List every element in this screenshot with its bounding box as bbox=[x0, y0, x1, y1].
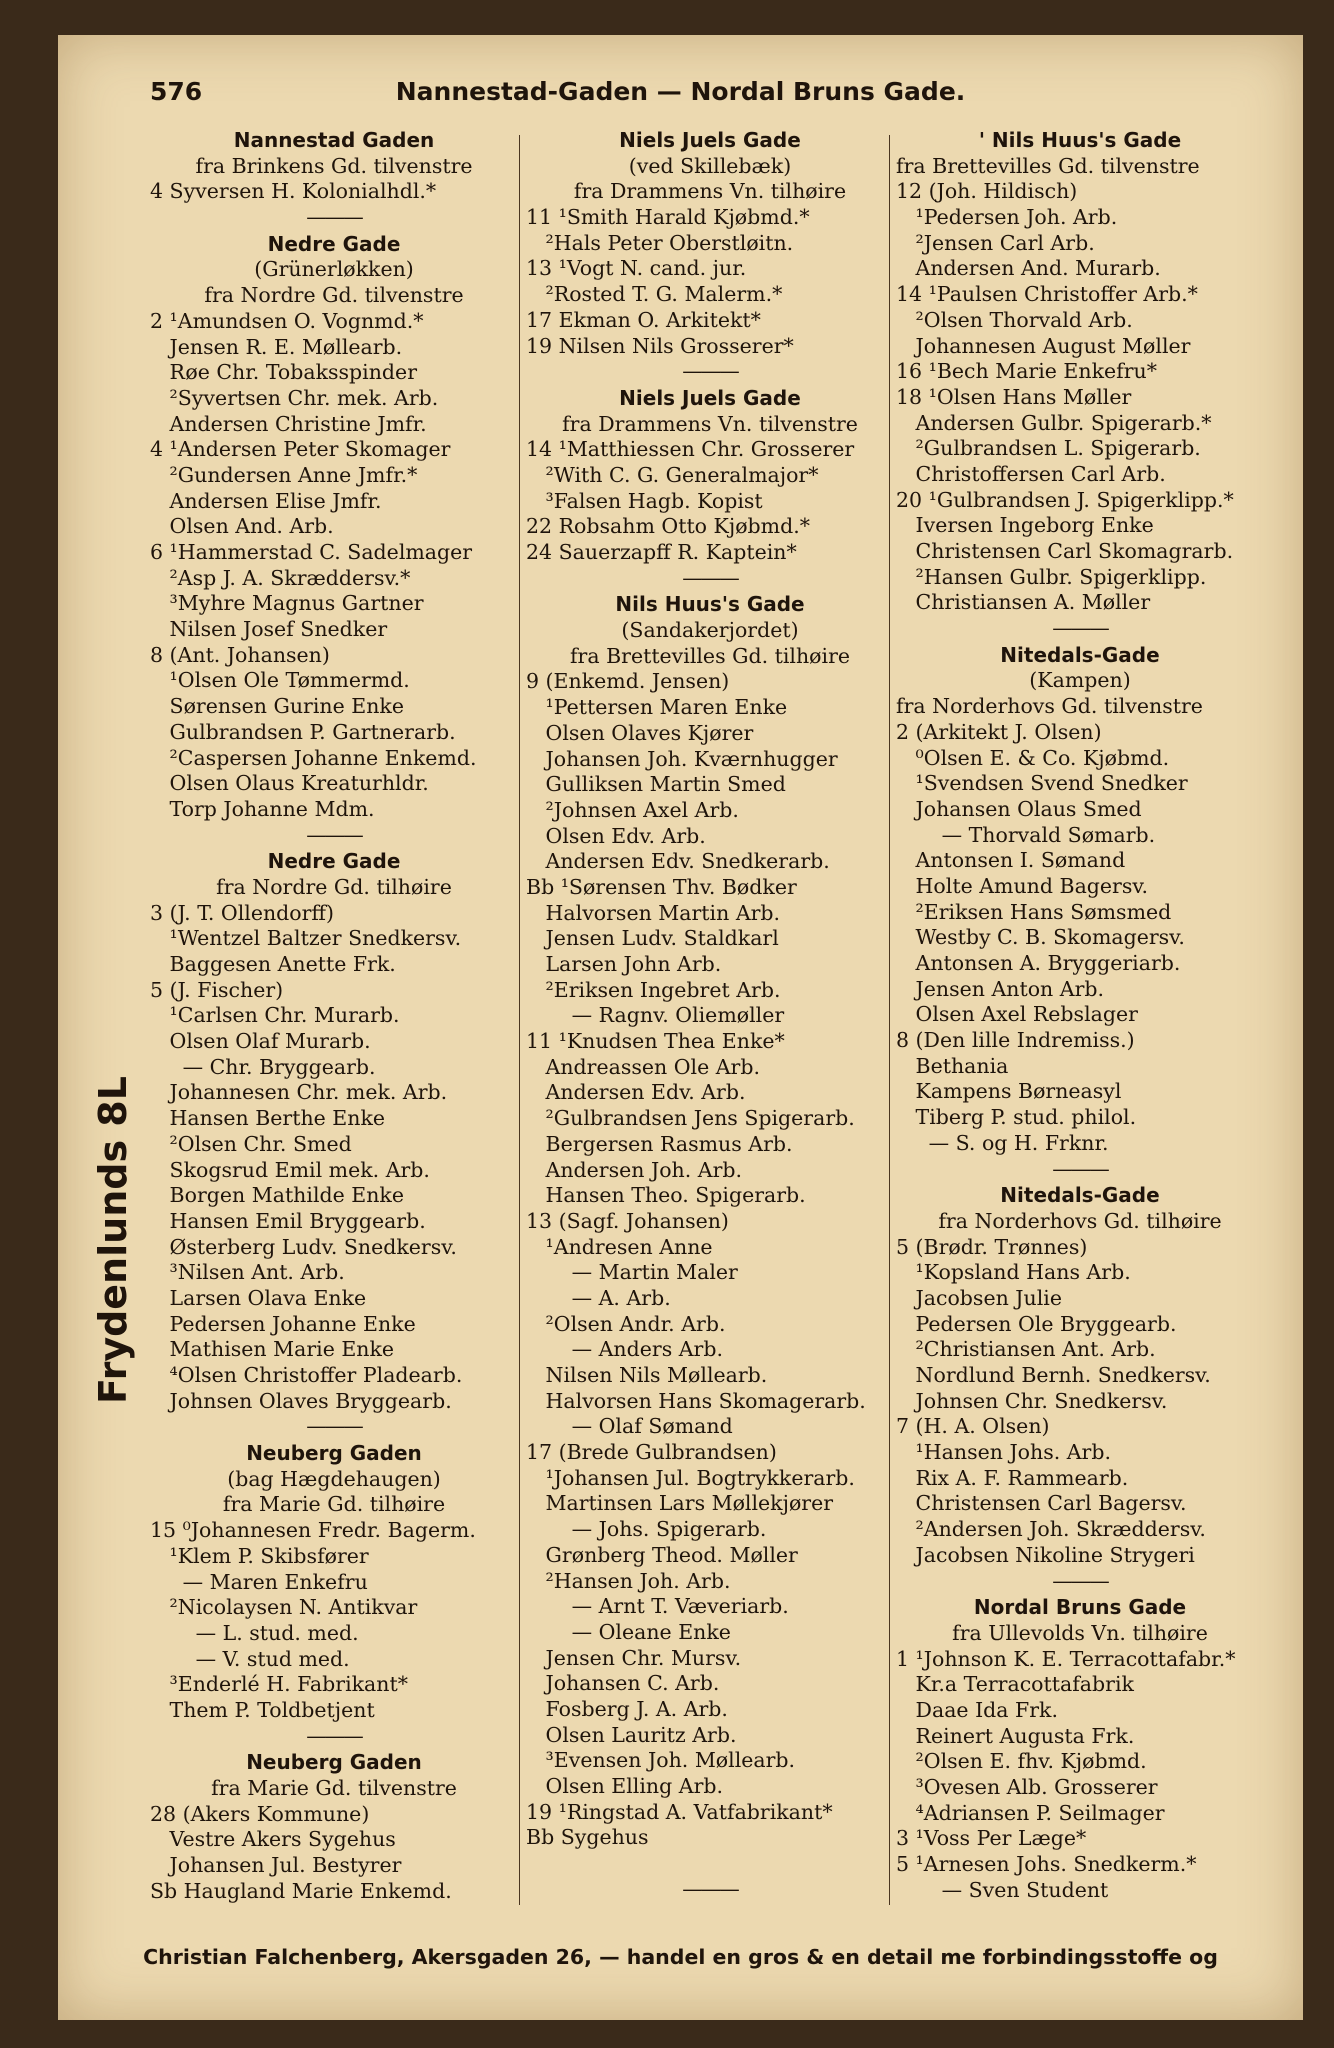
directory-entry: Christensen Carl Bagersv. bbox=[896, 1491, 1187, 1516]
directory-entry: Borgen Mathilde Enke bbox=[150, 1183, 404, 1208]
directory-entry: Holte Amund Bagersv. bbox=[896, 873, 1149, 898]
directory-entry: ¹Svendsen Svend Snedker bbox=[896, 771, 1188, 796]
directory-entry: 2 ¹Amundsen O. Vognmd.* bbox=[150, 308, 424, 333]
directory-entry: ¹Klem P. Skibsfører bbox=[150, 1543, 369, 1568]
directory-entry: 20 ¹Gulbrandsen J. Spigerklipp.* bbox=[896, 487, 1234, 512]
directory-entry: 24 Sauerzapff R. Kaptein* bbox=[526, 540, 797, 564]
directory-entry: ¹Kopsland Hans Arb. bbox=[896, 1260, 1131, 1285]
directory-entry: Christoffersen Carl Arb. bbox=[896, 461, 1166, 486]
directory-entry: Skogsrud Emil mek. Arb. bbox=[150, 1157, 430, 1182]
directory-entry: — V. stud med. bbox=[150, 1646, 350, 1671]
section-separator: ——— bbox=[306, 205, 362, 230]
directory-entry: 15 ⁰Johannesen Fredr. Bagerm. bbox=[150, 1518, 476, 1543]
directory-entry: Nilsen Nils Møllearb. bbox=[526, 1363, 768, 1387]
directory-entry: Reinert Augusta Frk. bbox=[896, 1723, 1135, 1748]
directory-entry: ²Andersen Joh. Skræddersv. bbox=[896, 1517, 1206, 1542]
directory-entry: Torp Johanne Mdm. bbox=[150, 796, 375, 821]
directory-entry: Christensen Carl Skomagrarb. bbox=[896, 539, 1234, 563]
directory-entry: Hansen Emil Bryggearb. bbox=[150, 1208, 426, 1233]
directory-entry: Grønberg Theod. Møller bbox=[526, 1542, 798, 1567]
section-separator: ——— bbox=[306, 822, 362, 847]
directory-entry: Antonsen I. Sømand bbox=[896, 848, 1126, 873]
street-heading: Nedre Gade bbox=[267, 849, 401, 874]
directory-entry: fra Brettevilles Gd. tilvenstre bbox=[896, 153, 1200, 178]
directory-entry: Jacobsen Nikoline Strygeri bbox=[896, 1542, 1195, 1567]
directory-entry: 1 ¹Johnson K. E. Terracottafabr.* bbox=[896, 1646, 1236, 1671]
street-heading: Nitedals-Gade bbox=[1000, 642, 1160, 667]
directory-entry: Rix A. F. Rammearb. bbox=[896, 1465, 1129, 1490]
directory-entry: 6 ¹Hammerstad C. Sadelmager bbox=[150, 540, 473, 564]
directory-entry: Andreassen Ole Arb. bbox=[526, 1054, 760, 1079]
street-subheading: fra Drammens Vn. tilhøire bbox=[573, 179, 847, 204]
directory-entry: ²Eriksen Ingebret Arb. bbox=[526, 977, 781, 1002]
street-heading: ' Nils Huus's Gade bbox=[978, 128, 1182, 152]
directory-entry: ¹Andresen Anne bbox=[526, 1234, 713, 1259]
directory-entry: — L. stud. med. bbox=[150, 1620, 359, 1645]
street-heading: Nannestad Gaden bbox=[233, 128, 435, 152]
directory-entry: — Sven Student bbox=[896, 1877, 1109, 1902]
directory-entry: ²Olsen Andr. Arb. bbox=[526, 1311, 726, 1336]
directory-entry: ²Olsen E. fhv. Kjøbmd. bbox=[896, 1749, 1147, 1774]
directory-entry: Martinsen Lars Møllekjører bbox=[526, 1491, 834, 1516]
directory-entry: 17 (Brede Gulbrandsen) bbox=[526, 1440, 777, 1465]
street-heading: Nordal Bruns Gade bbox=[973, 1595, 1187, 1620]
section-separator: ——— bbox=[1052, 616, 1108, 641]
section-separator: ——— bbox=[1052, 1568, 1108, 1593]
directory-entry: Jensen Anton Arb. bbox=[896, 976, 1105, 1001]
directory-entry: ²Gulbrandsen Jens Spigerarb. bbox=[526, 1106, 855, 1131]
directory-entry: Mathisen Marie Enke bbox=[150, 1337, 395, 1362]
directory-entry: Olsen Lauritz Arb. bbox=[526, 1722, 737, 1747]
directory-entry: Olsen Elling Arb. bbox=[526, 1774, 724, 1798]
directory-entry: Larsen Olava Enke bbox=[150, 1285, 367, 1310]
directory-entry: Olsen Olaus Kreaturhldr. bbox=[150, 771, 429, 796]
directory-entry: Johnsen Chr. Snedkersv. bbox=[896, 1388, 1168, 1413]
directory-entry: Kampens Børneasyl bbox=[896, 1079, 1122, 1104]
directory-entry: Jensen R. E. Møllearb. bbox=[150, 334, 403, 359]
directory-entry: 5 (J. Fischer) bbox=[150, 977, 284, 1002]
directory-entry: — Thorvald Sømarb. bbox=[896, 822, 1156, 847]
street-subheading: (Sandakerjordet) bbox=[621, 618, 799, 643]
directory-entry: — Maren Enkefru bbox=[150, 1569, 368, 1594]
section-separator: ——— bbox=[1052, 1156, 1108, 1181]
directory-entry: Bethania bbox=[896, 1053, 1009, 1078]
directory-entry: Hansen Berthe Enke bbox=[150, 1106, 386, 1131]
directory-entry: Fosberg J. A. Arb. bbox=[526, 1696, 728, 1721]
directory-entry: Olsen Axel Rebslager bbox=[896, 1002, 1138, 1027]
street-heading: Nedre Gade bbox=[267, 231, 401, 256]
directory-entry: 12 (Joh. Hildisch) bbox=[896, 179, 1078, 204]
directory-entry: Daae Ida Frk. bbox=[896, 1697, 1058, 1722]
directory-column-3 bbox=[896, 127, 1284, 1907]
street-subheading: (bag Hægdehaugen) bbox=[227, 1466, 441, 1491]
directory-entry: Andersen Elise Jmfr. bbox=[150, 488, 382, 513]
directory-entry: ¹Wentzel Baltzer Snedkersv. bbox=[150, 926, 462, 951]
directory-entry: — Chr. Bryggearb. bbox=[150, 1054, 376, 1079]
directory-entry: ³Nilsen Ant. Arb. bbox=[150, 1260, 345, 1285]
directory-entry: — Olaf Sømand bbox=[526, 1414, 733, 1439]
directory-entry: Westby C. B. Skomagersv. bbox=[896, 925, 1185, 950]
directory-entry: Jensen Ludv. Staldkarl bbox=[526, 926, 779, 951]
street-heading: Niels Juels Gade bbox=[619, 128, 801, 152]
directory-entry: ²Christiansen Ant. Arb. bbox=[896, 1337, 1156, 1362]
directory-entry: Johannesen Chr. mek. Arb. bbox=[150, 1080, 448, 1105]
directory-entry: ²Gundersen Anne Jmfr.* bbox=[150, 462, 418, 487]
directory-entry: — Anders Arb. bbox=[526, 1337, 723, 1362]
directory-entry: Johansen Olaus Smed bbox=[896, 796, 1142, 821]
directory-entry: ²Syvertsen Chr. mek. Arb. bbox=[150, 385, 439, 410]
directory-entry: ²Jensen Carl Arb. bbox=[896, 230, 1095, 255]
directory-entry: Halvorsen Martin Arb. bbox=[526, 900, 781, 925]
street-subheading: fra Nordre Gd. tilvenstre bbox=[204, 283, 464, 308]
street-heading: Neuberg Gaden bbox=[246, 1441, 422, 1466]
directory-column-1 bbox=[150, 127, 538, 1907]
directory-entry: 8 (Ant. Johansen) bbox=[150, 642, 330, 667]
directory-entry: Hansen Theo. Spigerarb. bbox=[526, 1183, 806, 1208]
directory-entry: 14 ¹Paulsen Christoffer Arb.* bbox=[896, 282, 1198, 307]
directory-entry: Bb Sygehus bbox=[526, 1825, 649, 1850]
directory-entry: ⁰Olsen E. & Co. Kjøbmd. bbox=[896, 745, 1170, 770]
directory-entry: Iversen Ingeborg Enke bbox=[896, 513, 1154, 538]
directory-entry: ³Evensen Joh. Møllearb. bbox=[526, 1748, 796, 1773]
directory-entry: ¹Pettersen Maren Enke bbox=[526, 695, 788, 720]
directory-entry: 11 ¹Smith Harald Kjøbmd.* bbox=[526, 205, 810, 230]
directory-entry: 5 (Brødr. Trønnes) bbox=[896, 1234, 1088, 1259]
directory-entry: 19 Nilsen Nils Grosserer* bbox=[526, 333, 794, 358]
directory-entry: — Martin Maler bbox=[526, 1260, 738, 1285]
directory-entry: ²Eriksen Hans Sømsmed bbox=[896, 899, 1172, 924]
side-stamp bbox=[78, 1075, 148, 1405]
directory-entry: ²Olsen Chr. Smed bbox=[150, 1131, 352, 1156]
street-subheading: (Kampen) bbox=[1029, 668, 1131, 693]
directory-entry: Johansen Jul. Bestyrer bbox=[150, 1853, 402, 1878]
page-number: 576 bbox=[150, 77, 203, 106]
directory-entry: Andersen And. Murarb. bbox=[896, 256, 1161, 281]
directory-entry: — S. og H. Frknr. bbox=[896, 1130, 1109, 1155]
directory-entry: Kr.a Terracottafabrik bbox=[896, 1672, 1134, 1697]
directory-entry: Pedersen Johanne Enke bbox=[150, 1311, 416, 1336]
directory-entry: ⁴Adriansen P. Seilmager bbox=[896, 1800, 1165, 1825]
directory-entry: ³Ovesen Alb. Grosserer bbox=[896, 1775, 1158, 1799]
street-heading: Niels Juels Gade bbox=[619, 385, 801, 410]
street-subheading: fra Brettevilles Gd. tilhøire bbox=[569, 643, 851, 668]
directory-entry: — Oleane Enke bbox=[526, 1619, 731, 1644]
section-separator: ——— bbox=[682, 1876, 738, 1901]
directory-entry: ³Enderlé H. Fabrikant* bbox=[150, 1672, 408, 1697]
directory-entry: 17 Ekman O. Arkitekt* bbox=[526, 307, 761, 332]
directory-entry bbox=[526, 1851, 914, 1877]
directory-entry: ⁴Olsen Christoffer Pladearb. bbox=[150, 1363, 463, 1387]
directory-entry: 7 (H. A. Olsen) bbox=[896, 1414, 1050, 1439]
directory-entry: 28 (Akers Kommune) bbox=[150, 1801, 370, 1826]
directory-entry: Sb Haugland Marie Enkemd. bbox=[150, 1878, 452, 1903]
directory-entry: ²Hansen Joh. Arb. bbox=[526, 1568, 731, 1593]
directory-entry: Olsen Olaves Kjører bbox=[526, 720, 754, 745]
street-subheading: (Grünerløkken) bbox=[254, 257, 414, 282]
directory-entry: Røe Chr. Tobaksspinder bbox=[150, 360, 417, 385]
directory-entry: Olsen Olaf Murarb. bbox=[150, 1029, 371, 1054]
directory-entry: ²Gulbrandsen L. Spigerarb. bbox=[896, 436, 1201, 461]
directory-entry: ²Johnsen Axel Arb. bbox=[526, 797, 739, 822]
street-subheading: fra Nordre Gd. tilhøire bbox=[216, 874, 452, 899]
directory-entry: ¹Carlsen Chr. Murarb. bbox=[150, 1003, 400, 1028]
street-subheading: (ved Skillebæk) bbox=[628, 153, 792, 178]
directory-entry: Baggesen Anette Frk. bbox=[150, 952, 396, 976]
directory-entry: Johnsen Olaves Bryggearb. bbox=[150, 1388, 452, 1413]
directory-entry: Andersen Joh. Arb. bbox=[526, 1157, 743, 1182]
directory-entry: 4 Syversen H. Kolonialhdl.* bbox=[150, 179, 437, 204]
directory-entry: Tiberg P. stud. philol. bbox=[896, 1105, 1137, 1130]
street-subheading: fra Marie Gd. tilvenstre bbox=[211, 1776, 457, 1800]
directory-entry: Jacobsen Julie bbox=[896, 1285, 1062, 1310]
street-heading: Neuberg Gaden bbox=[246, 1750, 422, 1775]
directory-entry: Them P. Toldbetjent bbox=[150, 1697, 375, 1722]
advertisement-footer: Christian Falchenberg, Akersgaden 26, — handel en gros & en detail me forbindingsstoffe og bbox=[143, 1945, 1218, 1969]
directory-entry: — Johs. Spigerarb. bbox=[526, 1517, 767, 1542]
directory-entry: 18 ¹Olsen Hans Møller bbox=[896, 384, 1132, 409]
directory-entry: 22 Robsahm Otto Kjøbmd.* bbox=[526, 514, 811, 539]
street-heading: Nils Huus's Gade bbox=[615, 592, 805, 617]
street-subheading: fra Brinkens Gd. tilvenstre bbox=[195, 153, 473, 178]
directory-entry: ²Nicolaysen N. Antikvar bbox=[150, 1595, 418, 1620]
directory-entry: 19 ¹Ringstad A. Vatfabrikant* bbox=[526, 1799, 833, 1824]
street-subheading: fra Drammens Vn. tilvenstre bbox=[562, 411, 858, 436]
directory-entry: Nordlund Bernh. Snedkersv. bbox=[896, 1363, 1211, 1387]
directory-entry: ¹Olsen Ole Tømmermd. bbox=[150, 668, 410, 693]
directory-entry: 13 (Sagf. Johansen) bbox=[526, 1208, 729, 1233]
directory-entry: Nilsen Josef Snedker bbox=[150, 617, 388, 642]
directory-entry: Christiansen A. Møller bbox=[896, 590, 1151, 615]
directory-entry: Andersen Edv. Snedkerarb. bbox=[526, 849, 830, 874]
directory-entry: ²Caspersen Johanne Enkemd. bbox=[150, 745, 477, 770]
directory-entry: 9 (Enkemd. Jensen) bbox=[526, 669, 730, 694]
directory-entry: ²Asp J. A. Skræddersv.* bbox=[150, 565, 411, 590]
directory-entry: ²Rosted T. G. Malerm.* bbox=[526, 282, 783, 307]
directory-entry: Larsen John Arb. bbox=[526, 952, 722, 976]
directory-entry: Johansen Joh. Kværnhugger bbox=[526, 746, 838, 771]
directory-entry: Johannesen August Møller bbox=[896, 333, 1191, 358]
directory-entry: 13 ¹Vogt N. cand. jur. bbox=[526, 256, 747, 281]
page-header bbox=[58, 77, 1303, 117]
directory-entry: Andersen Edv. Arb. bbox=[526, 1080, 746, 1105]
directory-entry: Andersen Christine Jmfr. bbox=[150, 411, 427, 436]
directory-entry: 5 ¹Arnesen Johs. Snedkerm.* bbox=[896, 1852, 1197, 1877]
section-separator: ——— bbox=[306, 1723, 362, 1748]
side-stamp-text: Frydenlunds 8L bbox=[91, 1076, 135, 1404]
directory-entry: ³Myhre Magnus Gartner bbox=[150, 591, 424, 616]
directory-entry: Olsen And. Arb. bbox=[150, 514, 334, 539]
street-subheading: fra Norderhovs Gd. tilhøire bbox=[938, 1208, 1222, 1233]
directory-entry: 2 (Arkitekt J. Olsen) bbox=[896, 719, 1102, 744]
directory-entry: ³Falsen Hagb. Kopist bbox=[526, 488, 763, 513]
directory-entry: — Arnt T. Væveriarb. bbox=[526, 1594, 789, 1619]
page-title: Nannestad-Gaden — Nordal Bruns Gade. bbox=[395, 77, 966, 106]
directory-entry: ²Hals Peter Oberstløitn. bbox=[526, 230, 794, 255]
directory-entry: Andersen Gulbr. Spigerarb.* bbox=[896, 410, 1212, 435]
street-subheading: fra Ullevolds Vn. tilhøire bbox=[952, 1620, 1208, 1645]
directory-entry: 3 (J. T. Ollendorff) bbox=[150, 900, 334, 925]
directory-entry: Johansen C. Arb. bbox=[526, 1671, 720, 1696]
directory-entry: ¹Johansen Jul. Bogtrykkerarb. bbox=[526, 1465, 855, 1490]
directory-entry: 4 ¹Andersen Peter Skomager bbox=[150, 437, 451, 462]
street-heading: Nitedals-Gade bbox=[1000, 1183, 1160, 1208]
directory-entry: — Ragnv. Oliemøller bbox=[526, 1003, 785, 1028]
directory-entry: ¹Pedersen Joh. Arb. bbox=[896, 205, 1118, 230]
directory-entry: 14 ¹Matthiessen Chr. Grosserer bbox=[526, 437, 855, 462]
directory-entry: — A. Arb. bbox=[526, 1285, 671, 1310]
directory-entry: Antonsen A. Bryggeriarb. bbox=[896, 951, 1181, 975]
directory-entry: Jensen Chr. Mursv. bbox=[526, 1645, 742, 1670]
directory-column-2 bbox=[526, 127, 914, 1907]
directory-entry: ²Olsen Thorvald Arb. bbox=[896, 307, 1133, 332]
directory-entry: ²With C. G. Generalmajor* bbox=[526, 462, 819, 487]
directory-entry: 11 ¹Knudsen Thea Enke* bbox=[526, 1029, 785, 1054]
directory-entry: ²Hansen Gulbr. Spigerklipp. bbox=[896, 564, 1207, 589]
directory-entry: Sørensen Gurine Enke bbox=[150, 694, 404, 719]
directory-entry: Bb ¹Sørensen Thv. Bødker bbox=[526, 874, 797, 899]
section-separator: ——— bbox=[682, 359, 738, 384]
directory-entry: Østerberg Ludv. Snedkersv. bbox=[150, 1234, 457, 1259]
directory-entry: Pedersen Ole Bryggearb. bbox=[896, 1311, 1177, 1336]
directory-entry: fra Norderhovs Gd. tilvenstre bbox=[896, 694, 1203, 719]
directory-entry: Bergersen Rasmus Arb. bbox=[526, 1131, 793, 1156]
street-subheading: fra Marie Gd. tilhøire bbox=[222, 1492, 446, 1517]
directory-entry: Vestre Akers Sygehus bbox=[150, 1827, 396, 1852]
directory-entry: ¹Hansen Johs. Arb. bbox=[896, 1440, 1111, 1465]
section-separator: ——— bbox=[306, 1414, 362, 1439]
directory-entry: 3 ¹Voss Per Læge* bbox=[896, 1826, 1087, 1851]
directory-entry: Gulbrandsen P. Gartnerarb. bbox=[150, 719, 456, 744]
directory-entry: 16 ¹Bech Marie Enkefru* bbox=[896, 359, 1157, 384]
directory-entry: Halvorsen Hans Skomagerarb. bbox=[526, 1388, 866, 1413]
directory-page bbox=[58, 35, 1303, 2020]
directory-entry: Gulliksen Martin Smed bbox=[526, 772, 786, 797]
section-separator: ——— bbox=[682, 565, 738, 590]
directory-entry: 8 (Den lille Indremiss.) bbox=[896, 1028, 1135, 1053]
directory-entry: Olsen Edv. Arb. bbox=[526, 823, 706, 848]
